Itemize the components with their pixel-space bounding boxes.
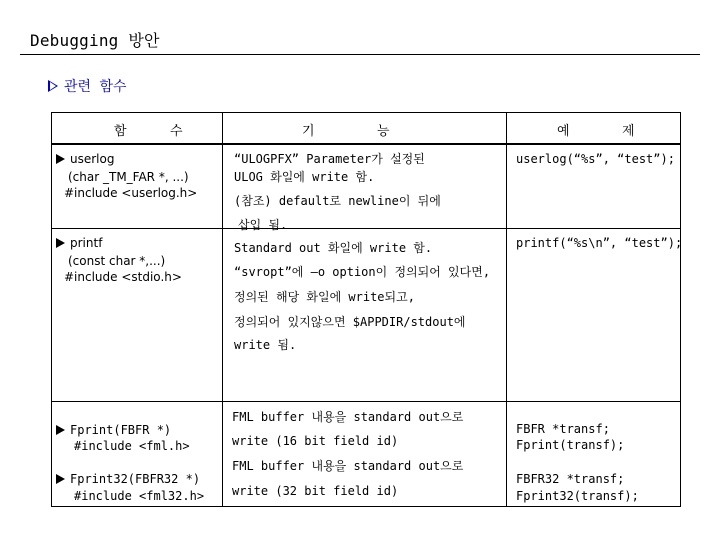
- func-signature: (char _TM_FAR *, ...): [68, 170, 189, 184]
- func-name: printf: [56, 237, 102, 249]
- func-signature: (const char *,...): [68, 254, 166, 268]
- header-func-char2: 수: [170, 124, 183, 139]
- feature-line: “ULOGPFX” Parameter가 설정된: [234, 152, 425, 166]
- column-divider: [222, 113, 223, 506]
- feature-line: write (32 bit field id): [232, 484, 399, 498]
- feature-line: ULOG 화일에 write 함.: [234, 170, 375, 184]
- function-table: [51, 112, 681, 507]
- func-include: #include <stdio.h>: [64, 270, 182, 284]
- feature-line: write (16 bit field id): [232, 434, 399, 448]
- column-divider: [506, 113, 507, 506]
- func-include: #include <userlog.h>: [64, 186, 198, 200]
- feature-line: Standard out 화일에 write 함.: [234, 241, 433, 255]
- row-divider: [52, 228, 680, 229]
- arrow-bullet-icon: [56, 238, 65, 248]
- example-code: userlog(“%s”, “test”);: [516, 152, 675, 166]
- feature-line: 삽입 됨.: [238, 218, 288, 232]
- example-code: Fprint32(transf);: [516, 489, 639, 503]
- row-divider: [52, 401, 680, 402]
- header-example-char1: 예: [557, 124, 570, 139]
- example-code: FBFR *transf;: [516, 422, 610, 436]
- feature-line: FML buffer 내용을 standard out으로: [232, 410, 464, 424]
- feature-line: “svropt”에 –o option이 정의되어 있다면,: [234, 265, 491, 279]
- triangle-bullet-icon: [48, 80, 58, 92]
- table-header: [52, 113, 680, 145]
- title-divider: [20, 54, 700, 55]
- feature-line: 정의된 해당 화일에 write되고,: [234, 290, 415, 304]
- header-func-char1: 함: [114, 124, 127, 139]
- section-label: 관련 함수: [64, 79, 127, 95]
- header-example-char2: 제: [622, 124, 635, 139]
- arrow-bullet-icon: [56, 474, 65, 484]
- func-name: userlog: [56, 153, 114, 165]
- example-code: printf(“%s\n”, “test”);: [516, 236, 683, 250]
- feature-line: (참조) default로 newline이 뒤에: [234, 194, 441, 208]
- arrow-bullet-icon: [56, 425, 65, 435]
- func-name: Fprint32(FBFR32 *): [56, 473, 200, 485]
- arrow-bullet-icon: [56, 154, 65, 164]
- func-name: Fprint(FBFR *): [56, 424, 171, 436]
- func-include: #include <fml32.h>: [74, 489, 205, 503]
- feature-line: FML buffer 내용을 standard out으로: [232, 459, 464, 473]
- feature-line: 정의되어 있지않으면 $APPDIR/stdout에: [234, 315, 466, 329]
- section-heading: [48, 76, 127, 96]
- example-code: FBFR32 *transf;: [516, 472, 625, 486]
- func-include: #include <fml.h>: [74, 439, 190, 453]
- slide-title: Debugging 방안: [30, 31, 160, 50]
- header-feature-char2: 능: [377, 124, 390, 139]
- example-code: Fprint(transf);: [516, 438, 625, 452]
- header-feature-char1: 기: [302, 124, 315, 139]
- feature-line: write 됨.: [234, 338, 297, 352]
